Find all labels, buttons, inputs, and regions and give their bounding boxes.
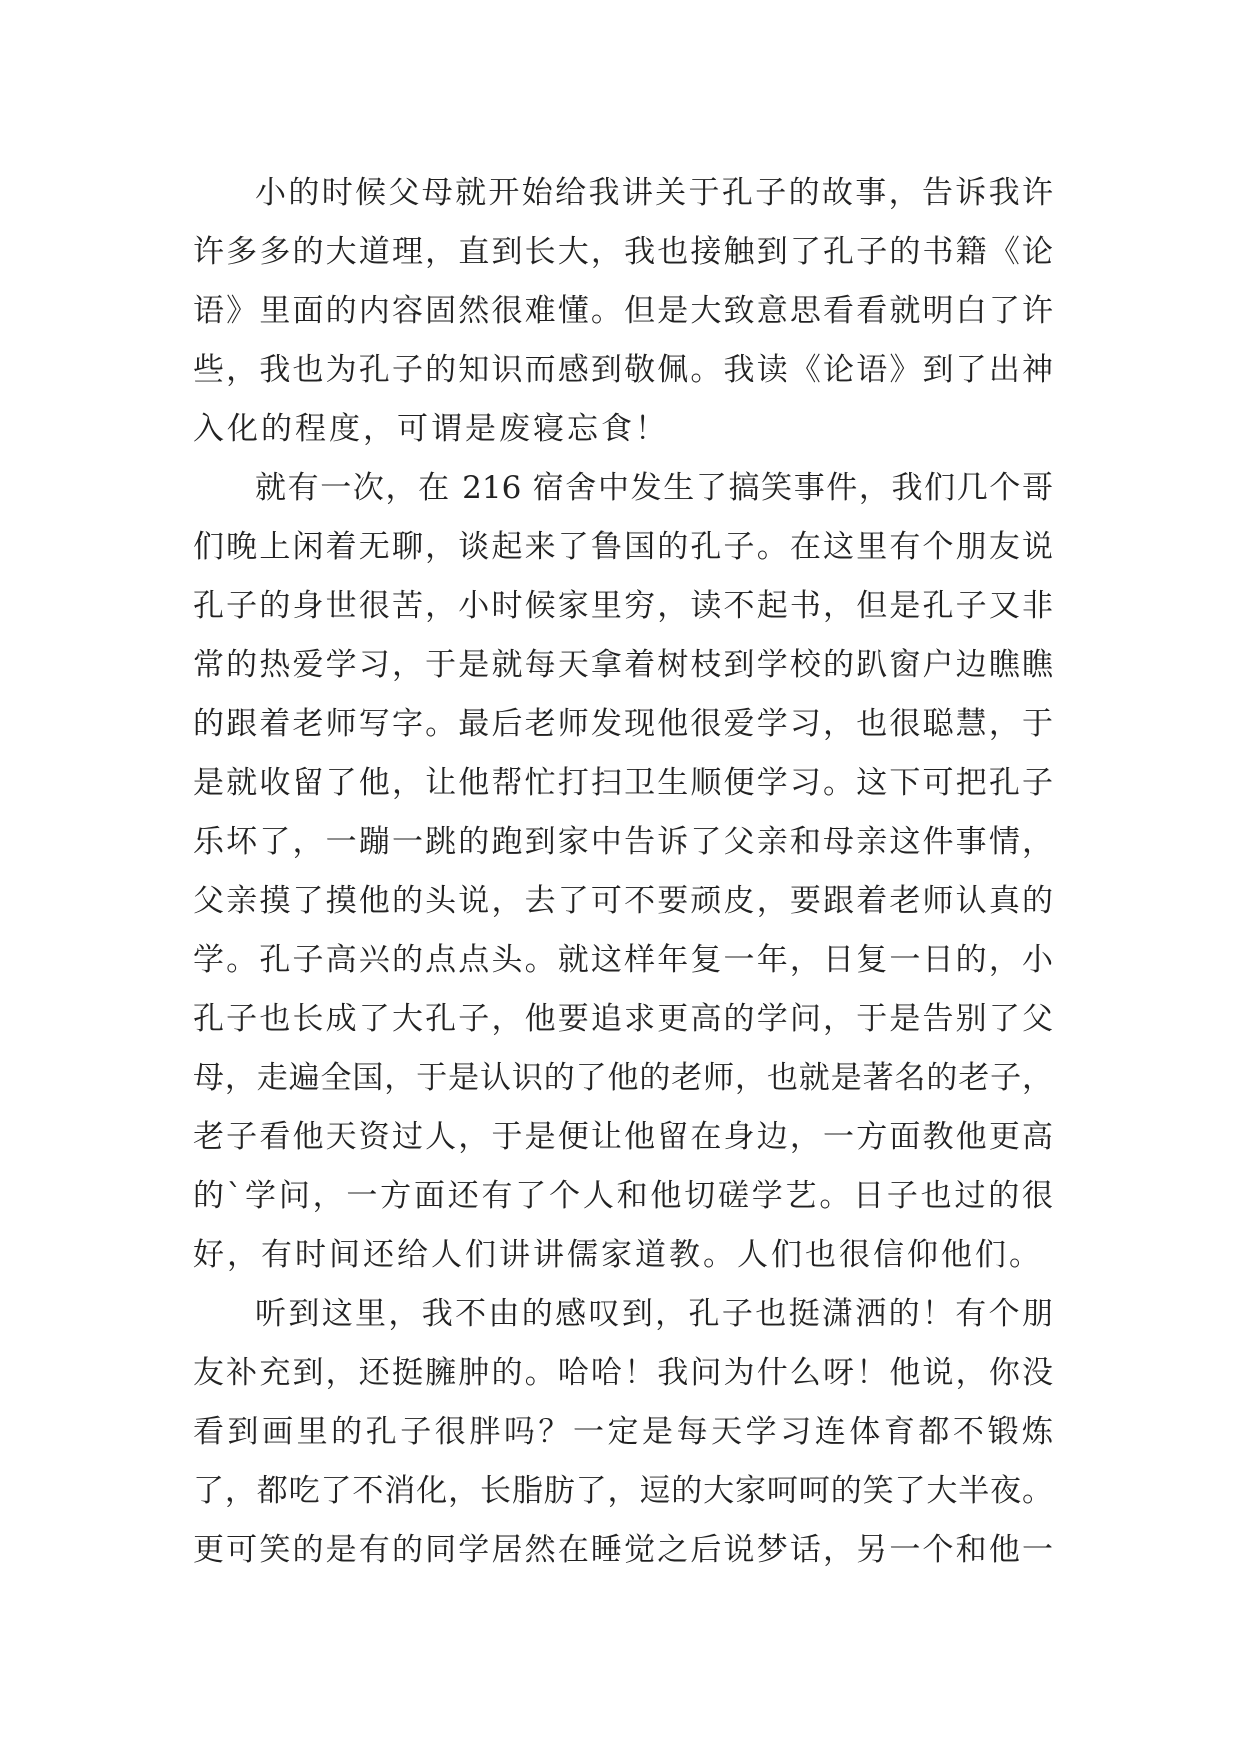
- text-line: 学。孔子高兴的点点头。就这样年复一年，日复一日的，小: [193, 942, 1053, 978]
- text-line: 就有一次，在 216 宿舍中发生了搞笑事件，我们几个哥: [255, 470, 1053, 506]
- paragraph-3: [193, 1285, 1053, 1580]
- text-line: 的跟着老师写字。最后老师发现他很爱学习，也很聪慧，于: [193, 706, 1053, 742]
- text-line: 老子看他天资过人，于是便让他留在身边，一方面教他更高: [193, 1119, 1053, 1155]
- text-line: 入化的程度，可谓是废寝忘食！: [193, 411, 669, 447]
- paragraph-2: [193, 459, 1053, 1285]
- text-line: 常的热爱学习，于是就每天拿着树枝到学校的趴窗户边瞧瞧: [193, 647, 1053, 683]
- text-line: 友补充到，还挺臃肿的。哈哈！我问为什么呀！他说，你没: [193, 1355, 1053, 1391]
- text-line: 孔子的身世很苦，小时候家里穷，读不起书，但是孔子又非: [193, 588, 1053, 624]
- body-text: [193, 164, 1053, 1580]
- text-line: 更可笑的是有的同学居然在睡觉之后说梦话，另一个和他一: [193, 1532, 1053, 1568]
- text-line: 父亲摸了摸他的头说，去了可不要顽皮，要跟着老师认真的: [193, 883, 1053, 919]
- text-line: 的`学问，一方面还有了个人和他切磋学艺。日子也过的很: [193, 1178, 1053, 1214]
- text-line: 们晚上闲着无聊，谈起来了鲁国的孔子。在这里有个朋友说: [193, 529, 1053, 565]
- text-line: 了，都吃了不消化，长脂肪了，逗的大家呵呵的笑了大半夜。: [193, 1473, 1053, 1509]
- text-line: 看到画里的孔子很胖吗？一定是每天学习连体育都不锻炼: [193, 1414, 1053, 1450]
- text-line: 孔子也长成了大孔子，他要追求更高的学问，于是告别了父: [193, 1001, 1053, 1037]
- text-line: 小的时候父母就开始给我讲关于孔子的故事，告诉我许: [255, 175, 1053, 211]
- paragraph-1: [193, 164, 1053, 459]
- text-line: 是就收留了他，让他帮忙打扫卫生顺便学习。这下可把孔子: [193, 765, 1053, 801]
- text-line: 语》里面的内容固然很难懂。但是大致意思看看就明白了许: [193, 293, 1053, 329]
- text-line: 母，走遍全国，于是认识的了他的老师，也就是著名的老子，: [193, 1060, 1053, 1096]
- text-line: 好，有时间还给人们讲讲儒家道教。人们也很信仰他们。: [193, 1237, 1043, 1273]
- text-line: 许多多的大道理，直到长大，我也接触到了孔子的书籍《论: [193, 234, 1053, 270]
- text-line: 听到这里，我不由的感叹到，孔子也挺潇洒的！有个朋: [255, 1296, 1053, 1332]
- text-line: 乐坏了，一蹦一跳的跑到家中告诉了父亲和母亲这件事情，: [193, 824, 1053, 860]
- text-line: 些，我也为孔子的知识而感到敬佩。我读《论语》到了出神: [193, 352, 1053, 388]
